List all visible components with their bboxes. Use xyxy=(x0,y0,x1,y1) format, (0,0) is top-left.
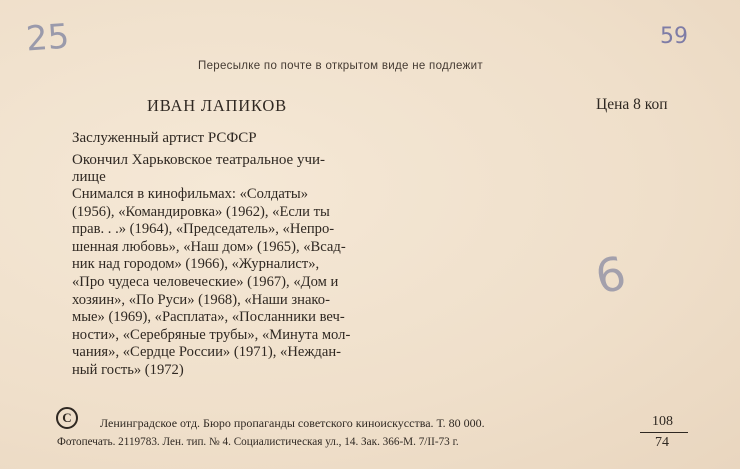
education-text xyxy=(72,152,392,186)
publisher-line: Ленинградское отд. Бюро пропаганды советского киноискусства. Т. 80 000. xyxy=(100,416,485,430)
education-line: лище xyxy=(72,169,106,185)
filmography-line: мые» (1969), «Расплата», «Посланники веч- xyxy=(72,309,345,326)
filmography-line: ный гость» (1972) xyxy=(72,361,184,378)
fraction-numerator: 108 xyxy=(652,414,673,429)
filmography-line: прав. . .» (1964), «Председатель», «Непро- xyxy=(72,221,335,238)
filmography-line: хозяин», «По Руси» (1968), «Наши знако- xyxy=(72,291,330,308)
filmography-line: шенная любовь», «Наш дом» (1965), «Всад- xyxy=(72,238,346,255)
handwritten-number-top-left: 25 xyxy=(24,16,71,60)
filmography-line: (1956), «Командировка» (1962), «Если ты xyxy=(72,203,330,220)
honorary-title: Заслуженный артист РСФСР xyxy=(72,130,257,146)
fraction-divider xyxy=(640,432,688,433)
filmography-line: ности», «Серебряные трубы», «Минута мол- xyxy=(72,326,351,343)
handwritten-number-top-right: 59 xyxy=(660,24,688,49)
price-label: Цена 8 коп xyxy=(596,96,668,113)
filmography-line: «Про чудеса человеческие» (1967), «Дом и xyxy=(72,273,339,290)
filmography-text xyxy=(72,186,402,380)
actor-name: ИВАН ЛАПИКОВ xyxy=(147,96,287,115)
handwritten-number-right: 6 xyxy=(590,245,631,305)
fraction-denominator: 74 xyxy=(655,435,669,450)
postal-notice: Пересылке по почте в открытом виде не подлежит xyxy=(198,60,483,72)
education-line: Окончил Харьковское театральное учи- xyxy=(72,152,326,168)
filmography-line: ник над городом» (1966), «Журналист», xyxy=(72,256,320,273)
filmography-line: Снимался в кинофильмах: «Солдаты» xyxy=(72,186,309,202)
filmography-line: чания», «Сердце России» (1971), «Неждан- xyxy=(72,344,342,361)
copyright-icon: C xyxy=(56,407,78,429)
printer-line: Фотопечать. 2119783. Лен. тип. № 4. Социалистическая ул., 14. Зак. 366-М. 7/II-73 г. xyxy=(57,436,459,448)
